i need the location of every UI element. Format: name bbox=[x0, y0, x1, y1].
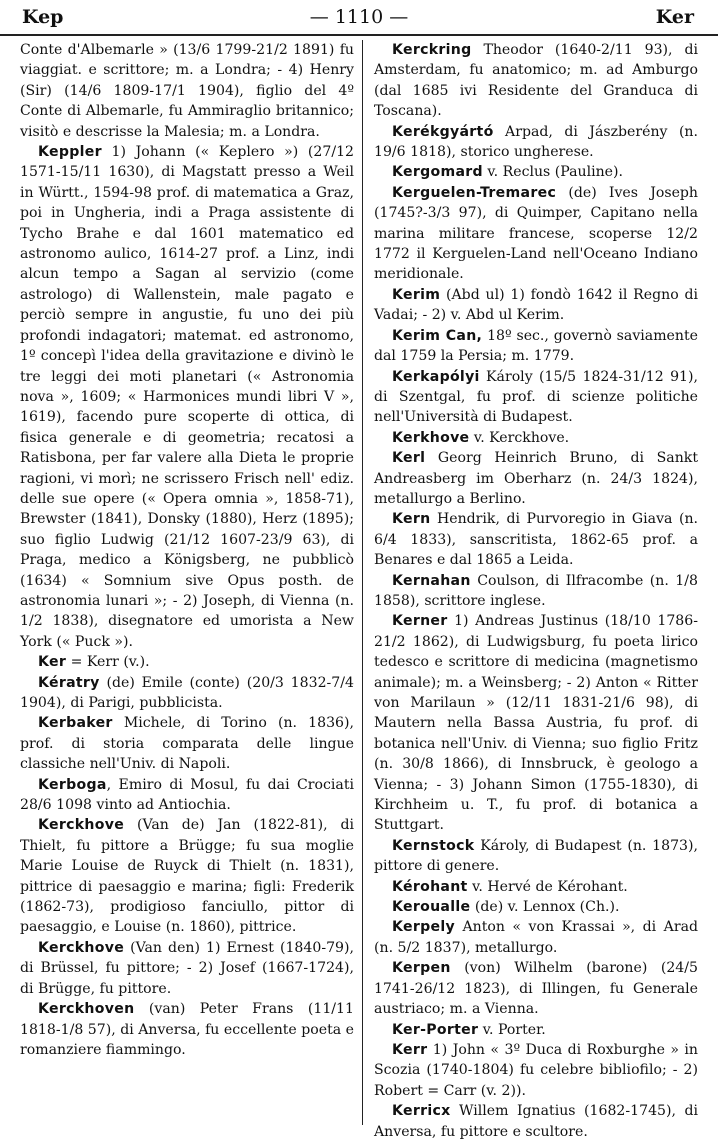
entry bbox=[374, 509, 698, 570]
entry-headword: Kernstock bbox=[392, 837, 475, 854]
entry bbox=[20, 938, 354, 999]
entry-headword: Kerboga bbox=[38, 776, 107, 793]
entry-text: (de) Emile (conte) (20/3 1832-7/4 1904), di Parigi, pubblicista. bbox=[20, 674, 354, 711]
entry bbox=[374, 40, 698, 122]
entry bbox=[20, 713, 354, 774]
entry bbox=[374, 122, 698, 163]
entry-text: (Abd ul) 1) fondò 1642 il Regno di Vadai; - 2) v. Abd ul Kerim. bbox=[374, 286, 698, 324]
entry-text: 1) John « 3º Duca di Roxburghe » in Scozia (1740-1804) fu celebre bibliofilo; - 2) Robert = Carr (v. 2)). bbox=[374, 1041, 699, 1099]
entry-headword: Kérohant bbox=[392, 878, 468, 895]
entry bbox=[374, 285, 698, 326]
entry-headword: Kerguelen-Tremarec bbox=[392, 184, 557, 201]
entry bbox=[374, 611, 698, 835]
entry-text: Georg Heinrich Bruno, di Sankt Andreasberg im Oberharz (n. 24/3 1824), metallurgo a Berlino. bbox=[374, 450, 698, 507]
entry bbox=[374, 958, 698, 1019]
entry-headword: Keppler bbox=[38, 144, 102, 161]
left-column bbox=[20, 40, 354, 1060]
entry-headword: Kerkapólyi bbox=[392, 368, 480, 385]
entry-headword: Kerouallе bbox=[392, 899, 471, 916]
entry-headword: Kerckhoven bbox=[38, 1001, 135, 1018]
entry-text: v. Kerckhove. bbox=[473, 429, 570, 446]
entry-headword: Ker-Porter bbox=[392, 1021, 479, 1038]
entry bbox=[374, 897, 698, 917]
entry bbox=[374, 326, 698, 367]
entry-headword: Kerékgyártó bbox=[392, 123, 494, 140]
entry-headword: Kerner bbox=[392, 613, 448, 630]
entry bbox=[20, 775, 354, 816]
entry-headword: Kernahan bbox=[392, 572, 471, 589]
entry-text: Conte d'Albemarle » (13/6 1799-21/2 1891) fu viaggiat. e scrittore; m. a Londra; - 4) Henry (Sir) (14/6 1809-17/1 1904), figlio del 4º Conte di Albemarle, fu Ammiraglio britannico; visitò e descrisse la Malesia; m. a Londra. bbox=[20, 42, 354, 140]
entry bbox=[20, 999, 354, 1060]
entry-text: Willem Ignatius (1682-1745), di Anversa, fu pittore e scultore. bbox=[374, 1103, 698, 1140]
entry-text: v. Porter. bbox=[482, 1021, 546, 1038]
column-divider bbox=[362, 40, 363, 1125]
entry bbox=[374, 162, 698, 182]
entry-text: v. Reclus (Pauline). bbox=[487, 164, 624, 181]
entry bbox=[374, 1020, 698, 1040]
entry bbox=[374, 428, 698, 448]
entry bbox=[374, 367, 698, 428]
entry-headword: Kerricx bbox=[392, 1103, 451, 1120]
entry-text: Arpad, di Jászberény (n. 19/6 1818), storico ungherese. bbox=[374, 123, 698, 161]
entry-text: 1) Andreas Justinus (18/10 1786-21/2 1862), di Ludwigsburg, fu poeta lirico tedesco e scrittore di medicina (magnetismo animale); m. a Weinsberg; - 2) Anton « Ritter von Marilaun » (12/11 1831-21/6 98), di Mautern nella Bassa Austria, fu prof. di botanica nell'Univ. di Vienna; suo figlio Fritz (n. 30/8 1866), di Innsbruck, è geologo a Vienna; - 3) Johann Simon (1755-1830), di Kirchheim u. T., fu prof. di botanica a Stuttgart. bbox=[374, 613, 699, 834]
entry-text: Coulson, di Ilfracombe (n. 1/8 1858), scrittore inglese. bbox=[374, 572, 698, 609]
entry bbox=[20, 652, 354, 672]
entry-headword: Kératry bbox=[38, 674, 100, 691]
right-column bbox=[374, 40, 698, 1142]
entry bbox=[374, 917, 698, 958]
entry bbox=[374, 836, 698, 877]
entry-headword: Kerl bbox=[392, 450, 426, 467]
entry-headword: Kerpely bbox=[392, 919, 455, 936]
entry-headword: Kerbaker bbox=[38, 715, 113, 732]
entry bbox=[20, 673, 354, 714]
entry-headword: Kerckhove bbox=[38, 939, 125, 956]
header-right-guideword: Ker bbox=[655, 6, 694, 28]
entry-text: (von) Wilhelm (barone) (24/5 1741-26/12 1823), di Illingen, fu Generale austriaco; m. a Vienna. bbox=[374, 960, 698, 1018]
page-number: — 1110 — bbox=[309, 6, 409, 28]
entry-text: Hendrik, di Purvoregio in Giava (n. 6/4 1833), sanscritista, 1862-65 prof. a Benares e dal 1865 a Leida. bbox=[374, 511, 699, 569]
entry bbox=[374, 183, 698, 285]
entry-headword: Kerim Can, bbox=[392, 327, 483, 344]
entry-text: Michele, di Torino (n. 1836), prof. di storia comparata delle lingue classiche nell'Univ. di Napoli. bbox=[20, 715, 354, 773]
entry bbox=[20, 40, 354, 142]
header-left-guideword: Kep bbox=[22, 6, 64, 28]
entry-text: (Van de) Jan (1822-81), di Thielt, fu pittore a Brügge; fu sua moglie Marie Louise de Ruyck di Thielt (n. 1831), pittrice di paesaggio e marina; figli: Frederik (1862-73), prodigioso fanciullo, pittor di paesaggio, e Louise (n. 1860), pittrice. bbox=[20, 817, 355, 936]
entry-headword: Kerckhove bbox=[38, 817, 125, 834]
entry bbox=[374, 448, 698, 509]
entry-headword: Ker bbox=[38, 654, 67, 671]
entry-headword: Kerpen bbox=[392, 960, 451, 977]
entry-text: Károly, di Budapest (n. 1873), pittore di genere. bbox=[374, 837, 699, 875]
page-header bbox=[0, 0, 718, 36]
entry-headword: Kerkhove bbox=[392, 429, 470, 446]
entry bbox=[20, 815, 354, 937]
entry-text: (de) Ives Joseph (1745?-3/3 97), di Quimper, Capitano nella marina militare francese, scoperse 12/2 1772 il Kerguelen-Land nell'Oceano Indiano meridionale. bbox=[374, 184, 699, 283]
entry-text: Károly (15/5 1824-31/12 91), di Szentgal, fu prof. di scienze politiche nell'Università di Budapest. bbox=[374, 368, 698, 426]
entry bbox=[374, 571, 698, 612]
entry-text: = Kerr (v.). bbox=[70, 654, 150, 671]
entry-headword: Kern bbox=[392, 511, 431, 528]
entry bbox=[374, 877, 698, 897]
entry-headword: Kerr bbox=[392, 1041, 428, 1058]
entry-text: (Van den) 1) Ernest (1840-79), di Brüssel, fu pittore; - 2) Josef (1667-1724), di Brügge, fu pittore. bbox=[20, 939, 354, 997]
entry-text: (van) Peter Frans (11/11 1818-1/8 57), di Anversa, fu eccellente poeta e romanziere fiammingo. bbox=[20, 1001, 354, 1058]
entry-text: (de) v. Lennox (Ch.). bbox=[474, 899, 620, 916]
entry-text: 1) Johann (« Keplero ») (27/12 1571-15/11 1630), di Magstatt presso a Weil in Württ., 1594-98 prof. di matematica a Graz, poi in Ungheria, indi a Praga assistente di Tycho Brahe e dal 1601 matematico ed astronomo aulico, 1614-27 prof. a Linz, indi alcun tempo a Sagan al servizio (come astrologo) di Wallenstein, male pagato e perciò sempre in angustie, fu uno dei più profondi indagatori; matemat. ed astronomo, 1º concepì l'idea della gravitazione e divinò le tre leggi dei moti planetari (« Astronomia nova », 1609; « Harmonices mundi libri V », 1619), facendo pure scoperte di ottica, di fisica generale e di geometria; recatosi a Ratisbona, per far valere alla Dieta le proprie ragioni, vi morì; ne scrissero Frisch nell' ediz. delle sue opere (« Opera omnia », 1858-71), Brewster (1841), Donsky (1880), Herz (1895); suo figlio Ludwig (21/12 1607-23/9 63), di Praga, medico a Königsberg, ne pubblicò (1634) « Somnium sive Opus posth. de astronomia lunari »; - 2) Joseph, di Vienna (n. 1/2 1838), disegnatore ed umorista a New York (« Puck »). bbox=[20, 144, 355, 650]
entry-text: Anton « von Krassai », di Arad (n. 5/2 1837), metallurgo. bbox=[374, 919, 699, 956]
entry-headword: Kergomard bbox=[392, 164, 483, 181]
entry-text: Theodor (1640-2/11 93), di Amsterdam, fu anatomico; m. ad Amburgo (dal 1685 ivi Residente del Granduca di Toscana). bbox=[374, 42, 698, 120]
entry-text: , Emiro di Mosul, fu dai Crociati 28/6 1098 vinto ad Antiochia. bbox=[20, 776, 354, 814]
entry-text: 18º sec., governò saviamente dal 1759 la Persia; m. 1779. bbox=[374, 327, 698, 365]
entry bbox=[374, 1101, 698, 1142]
entry bbox=[374, 1040, 698, 1101]
entry-headword: Kerim bbox=[392, 286, 441, 303]
entry bbox=[20, 142, 354, 652]
entry-headword: Kerckring bbox=[392, 42, 472, 58]
entry-text: v. Hervé de Kérohant. bbox=[472, 878, 628, 895]
